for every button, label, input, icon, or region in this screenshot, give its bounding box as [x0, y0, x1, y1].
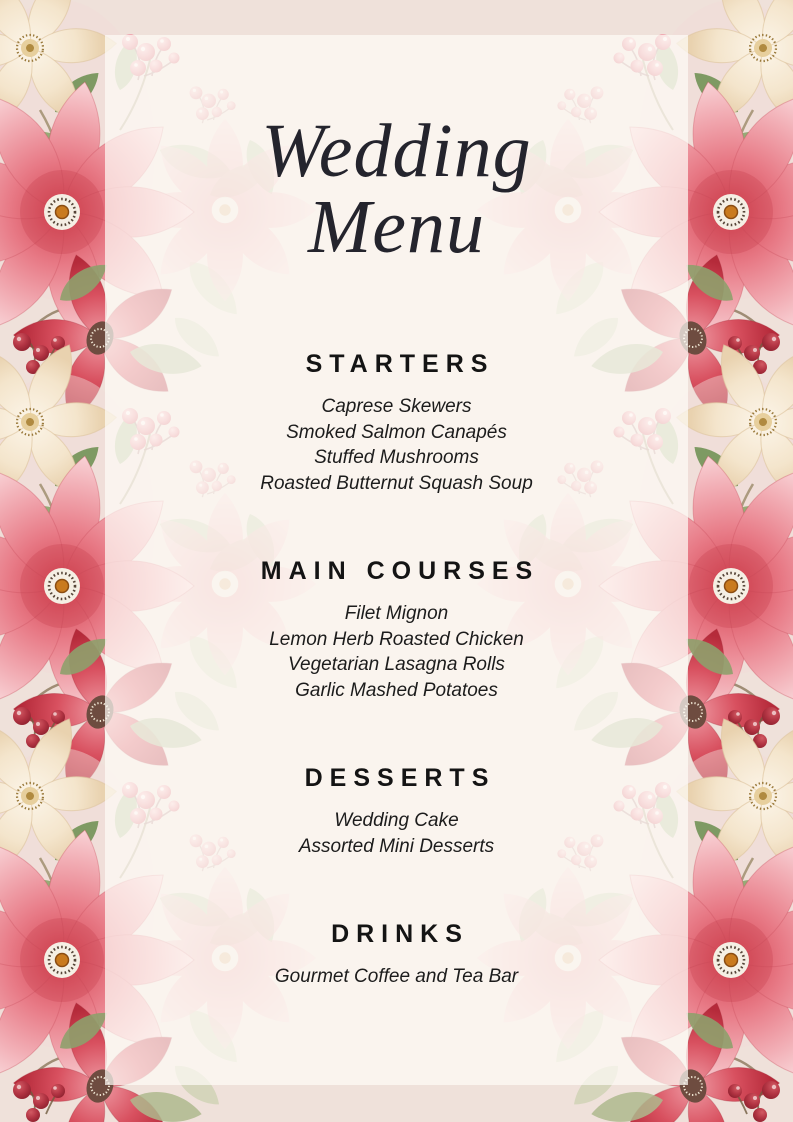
menu-item: Garlic Mashed Potatoes — [295, 679, 498, 701]
section-heading-desserts: DESSERTS — [304, 764, 496, 792]
page-title-line1: Wedding — [261, 109, 532, 193]
menu-item: Caprese Skewers — [321, 396, 472, 417]
page-title — [105, 109, 688, 269]
menu-section-starters — [105, 349, 688, 496]
main-courses-items — [105, 601, 688, 703]
starters-items — [105, 394, 688, 496]
menu-item: Gourmet Coffee and Tea Bar — [274, 966, 519, 987]
menu-item: Lemon Herb Roasted Chicken — [269, 628, 524, 650]
menu-section-desserts — [105, 763, 688, 859]
section-heading-starters: STARTERS — [305, 350, 495, 378]
menu-item: Smoked Salmon Canapés — [286, 421, 507, 443]
desserts-items — [105, 808, 688, 859]
section-heading-main-courses: MAIN COURSES — [260, 557, 540, 585]
menu-section-main-courses — [105, 556, 688, 703]
section-heading-drinks: DRINKS — [331, 920, 469, 948]
menu-item: Wedding Cake — [334, 810, 459, 831]
menu-item: Filet Mignon — [344, 603, 449, 624]
menu-content — [105, 35, 688, 1085]
menu-item: Stuffed Mushrooms — [314, 447, 479, 468]
menu-item: Assorted Mini Desserts — [298, 835, 495, 857]
menu-item: Roasted Butternut Squash Soup — [260, 472, 533, 494]
drinks-items — [105, 964, 688, 990]
page-title-line2: Menu — [307, 185, 486, 269]
menu-section-drinks — [105, 919, 688, 990]
menu-item: Vegetarian Lasagna Rolls — [288, 654, 505, 675]
menu-sections — [105, 349, 688, 1050]
